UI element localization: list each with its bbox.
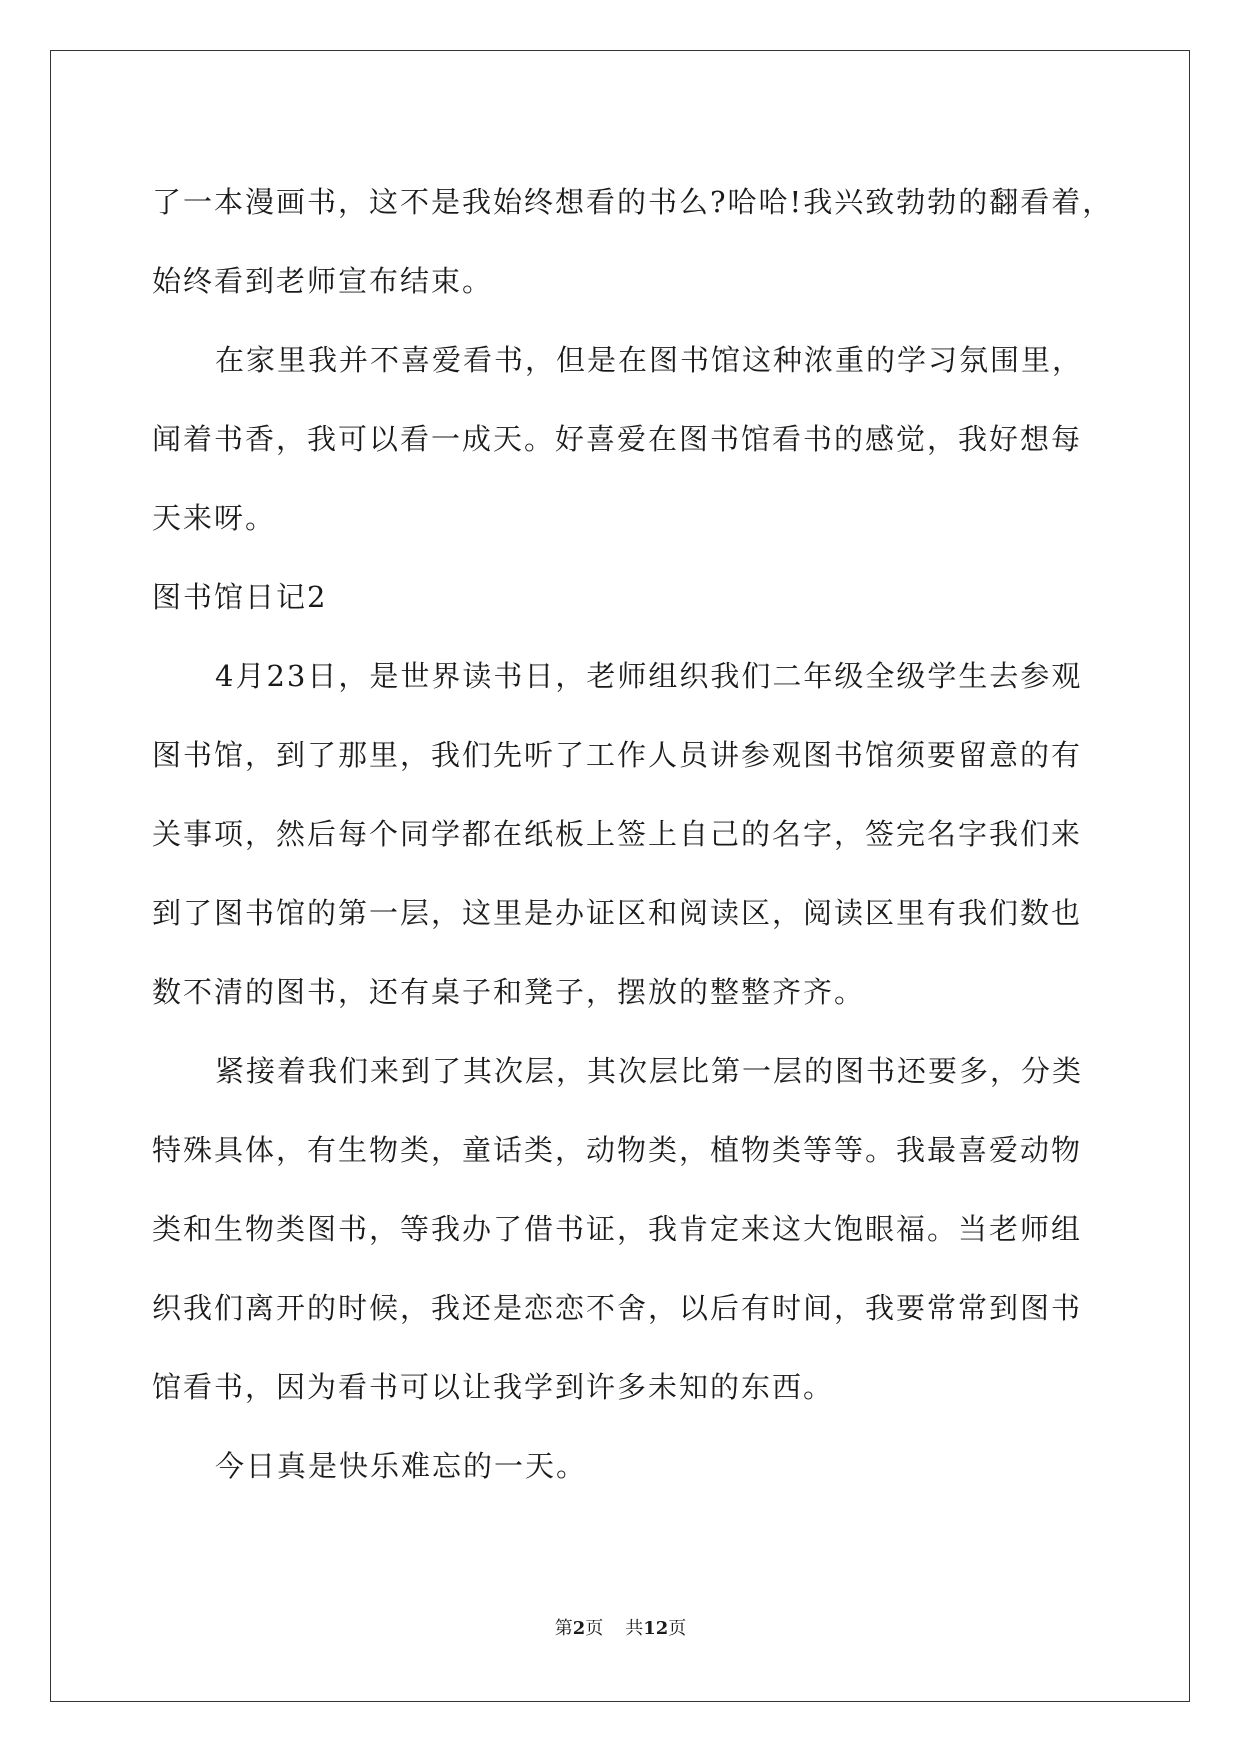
total-suffix: 页 [668,1618,687,1639]
text-line: 了一本漫画书，这不是我始终想看的书么?哈哈!我兴致勃勃的翻看着， [152,185,1114,219]
text-line: 特殊具体，有生物类，童话类，动物类，植物类等等。我最喜爱动物 [152,1133,1083,1167]
text-line: 关事项，然后每个同学都在纸板上签上自己的名字，签完名字我们来 [152,817,1083,851]
page-suffix: 页 [585,1618,604,1639]
text-line: 4月23日，是世界读书日，老师组织我们二年级全级学生去参观 [215,659,1083,693]
current-page: 2 [572,1618,586,1639]
total-prefix: 共 [625,1618,644,1639]
text-line: 闻着书香，我可以看一成天。好喜爱在图书馆看书的感觉，我好想每 [152,422,1083,456]
text-line: 织我们离开的时候，我还是恋恋不舍，以后有时间，我要常常到图书 [152,1291,1083,1325]
total-pages: 12 [643,1618,669,1639]
text-line: 类和生物类图书，等我办了借书证，我肯定来这大饱眼福。当老师组 [152,1212,1083,1246]
text-line: 馆看书，因为看书可以让我学到许多未知的东西。 [152,1370,835,1404]
text-line: 图书馆，到了那里，我们先听了工作人员讲参观图书馆须要留意的有 [152,738,1083,772]
text-line: 在家里我并不喜爱看书，但是在图书馆这种浓重的学习氛围里， [215,343,1084,377]
text-line: 天来呀。 [152,501,277,535]
page-prefix: 第 [554,1618,573,1639]
document-body [152,163,1114,1506]
section-heading: 图书馆日记2 [152,580,328,614]
text-line: 今日真是快乐难忘的一天。 [215,1449,588,1483]
text-line: 始终看到老师宣布结束。 [152,264,494,298]
page-number [555,1618,604,1639]
text-line: 紧接着我们来到了其次层，其次层比第一层的图书还要多，分类 [215,1054,1084,1088]
page-total [625,1618,686,1639]
page-footer [0,1614,1241,1640]
text-line: 到了图书馆的第一层，这里是办证区和阅读区，阅读区里有我们数也 [152,896,1083,930]
text-line: 数不清的图书，还有桌子和凳子，摆放的整整齐齐。 [152,975,866,1009]
